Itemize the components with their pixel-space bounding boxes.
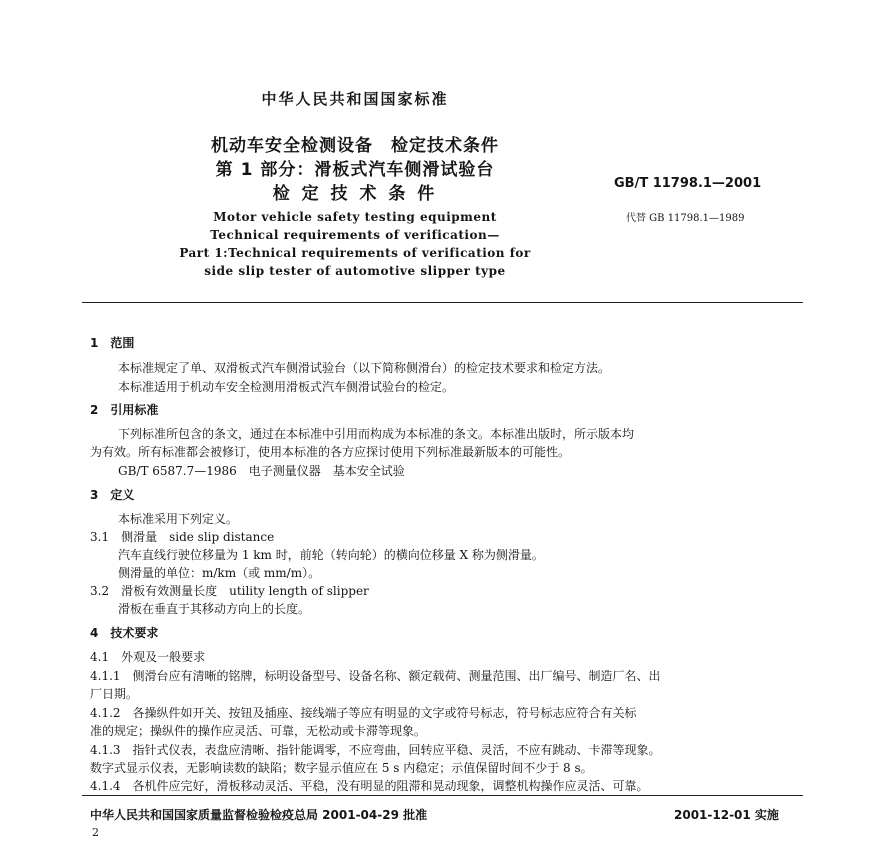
section-4-1-1-line-2: 厂日期。 bbox=[90, 687, 139, 701]
section-3-1-para-1: 汽车直线行驶位移量为 1 km 时，前轮（转向轮）的横向位移量 X 称为侧滑量。 bbox=[118, 548, 544, 562]
section-1-heading: 1 范围 bbox=[90, 336, 135, 350]
section-3-2-para-1: 滑板在垂直于其移动方向上的长度。 bbox=[118, 602, 311, 616]
section-2-para-line-2: 为有效。所有标准都会被修订，使用本标准的各方应探讨使用下列标准最新版本的可能性。 bbox=[90, 445, 571, 459]
national-standard-heading: 中华人民共和国国家标准 bbox=[261, 90, 449, 108]
title-en-line-3: Part 1:Technical requirements of verification for bbox=[179, 246, 531, 260]
title-en-line-1: Motor vehicle safety testing equipment bbox=[213, 210, 497, 224]
title-cn-line-1: 机动车安全检测设备 检定技术条件 bbox=[211, 136, 499, 156]
section-2-para-line-1: 下列标准所包含的条文，通过在本标准中引用而构成为本标准的条文。本标准出版时，所示版本均 bbox=[118, 427, 635, 441]
section-4-1-3-line-2: 数字式显示仪表，无影响读数的缺陷；数字显示值应在 5 s 内稳定；示值保留时间不少于 8 s。 bbox=[90, 761, 593, 775]
section-3-1-heading: 3.1 侧滑量 side slip distance bbox=[90, 530, 275, 544]
issued-by: 中华人民共和国国家质量监督检验检疫总局 2001-04-29 批准 bbox=[90, 808, 428, 822]
section-4-1-2-line-1: 4.1.2 各操纵件如开关、按钮及插座、接线端子等应有明显的文字或符号标志，符号标志应符合有关标 bbox=[90, 706, 637, 720]
section-2-reference: GB/T 6587.7—1986 电子测量仪器 基本安全试验 bbox=[118, 464, 405, 478]
title-en-line-4: side slip tester of automotive slipper type bbox=[204, 264, 506, 278]
title-en-line-2: Technical requirements of verification— bbox=[210, 228, 500, 242]
section-3-heading: 3 定义 bbox=[90, 488, 135, 502]
section-2-heading: 2 引用标准 bbox=[90, 403, 159, 417]
section-1-para-2: 本标准适用于机动车安全检测用滑板式汽车侧滑试验台的检定。 bbox=[118, 380, 455, 394]
section-3-para-1: 本标准采用下列定义。 bbox=[118, 512, 239, 526]
section-4-1-heading: 4.1 外观及一般要求 bbox=[90, 650, 206, 664]
section-4-1-3-line-1: 4.1.3 指针式仪表，表盘应清晰、指针能调零，不应弯曲，回转应平稳、灵活，不应有跳动、卡滞等现象。 bbox=[90, 743, 661, 757]
implementation-date: 2001-12-01 实施 bbox=[674, 808, 779, 822]
section-4-1-4: 4.1.4 各机件应完好，滑板移动灵活、平稳，没有明显的阻滞和晃动现象，调整机构操作应灵活、可靠。 bbox=[90, 779, 649, 793]
standard-code: GB/T 11798.1—2001 bbox=[614, 176, 762, 191]
section-3-1-para-2: 侧滑量的单位：m/km（或 mm/m）。 bbox=[118, 566, 321, 580]
section-3-2-heading: 3.2 滑板有效测量长度 utility length of slipper bbox=[90, 584, 369, 598]
title-cn-line-2: 第 1 部分：滑板式汽车侧滑试验台 bbox=[215, 160, 495, 180]
title-cn-line-3: 检 定 技 术 条 件 bbox=[272, 184, 438, 204]
section-4-1-2-line-2: 准的规定；操纵件的操作应灵活、可靠，无松动或卡滞等现象。 bbox=[90, 724, 427, 738]
footer-divider bbox=[82, 795, 803, 796]
section-1-para-1: 本标准规定了单、双滑板式汽车侧滑试验台（以下简称侧滑台）的检定技术要求和检定方法。 bbox=[118, 361, 611, 375]
page-number: 2 bbox=[92, 826, 99, 839]
header-divider bbox=[82, 302, 803, 303]
replaces-note: 代替 GB 11798.1—1989 bbox=[626, 213, 745, 224]
section-4-heading: 4 技术要求 bbox=[90, 626, 159, 640]
section-4-1-1-line-1: 4.1.1 侧滑台应有清晰的铭牌，标明设备型号、设备名称、额定载荷、测量范围、出厂编号、制造厂名、出 bbox=[90, 669, 661, 683]
